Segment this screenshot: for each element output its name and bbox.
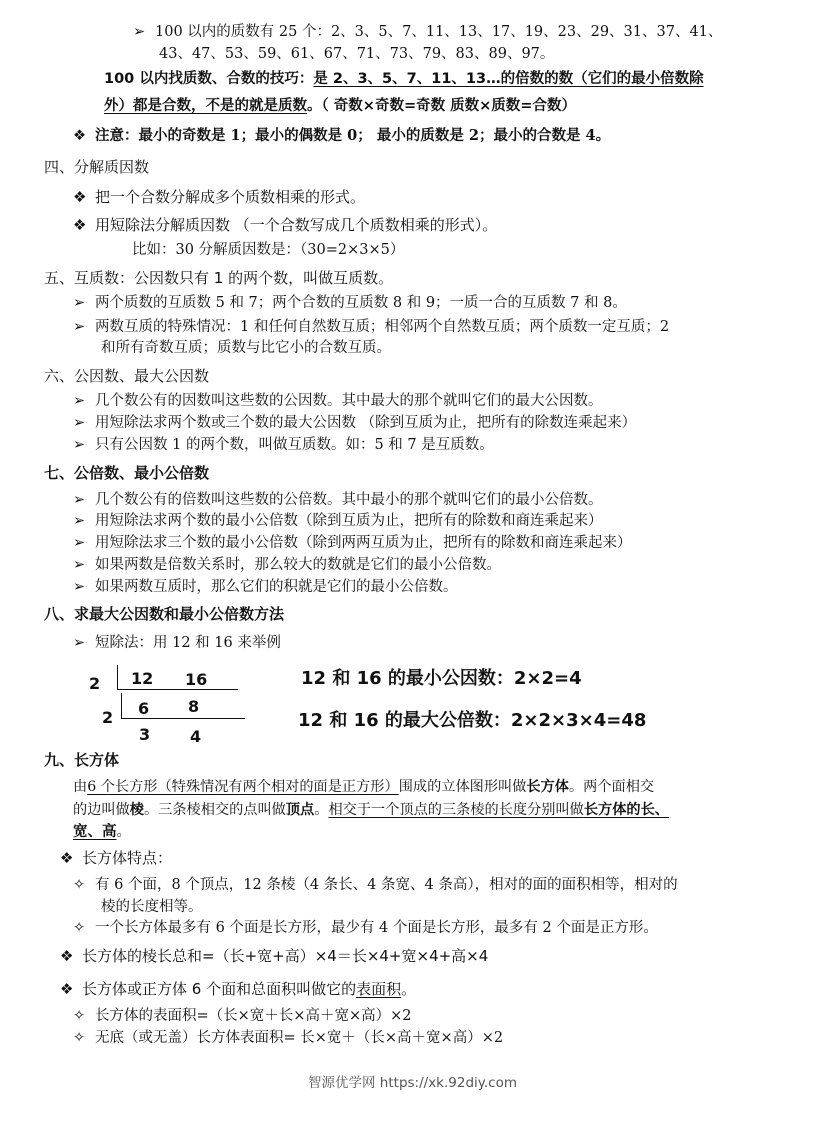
arrow-bullet-icon: ➢ <box>73 492 86 508</box>
list-item: ➢ 100 以内的质数有 25 个：2、3、5、7、11、13、17、19、23、29、31、37、41、 <box>133 24 723 40</box>
note-item: ❖ 注意：最小的奇数是 1；最小的偶数是 0； 最小的质数是 2；最小的合数是 4。 <box>73 127 611 144</box>
list-item-continuation: 43、47、53、59、61、67、71、73、79、83、89、97。 <box>159 46 555 62</box>
list-item: ➢ 如果两数互质时，那么它们的积就是它们的最小公倍数。 <box>73 579 458 595</box>
list-item: ❖ 长方体或正方体 6 个面和总面积叫做它的表面积。 <box>60 980 417 998</box>
dividend-b2: 8 <box>188 697 200 716</box>
list-item-continuation: 棱的长度相等。 <box>101 899 203 915</box>
arrow-bullet-icon: ➢ <box>73 415 86 431</box>
section-heading: 五、互质数：公因数只有 1 的两个数，叫做互质数。 <box>44 269 394 287</box>
dividend-a2: 6 <box>138 699 150 718</box>
four-point-star-bullet-icon: ✧ <box>73 877 86 893</box>
list-item: ✧ 有 6 个面，8 个顶点，12 条棱（4 条长、4 条宽、4 条高），相对的面的面积相等，相对的 <box>73 877 678 893</box>
paragraph-line: 的边叫做棱。三条棱相交的点叫做顶点。相交于一个顶点的三条棱的长度分别叫做长方体的长、 <box>73 802 669 818</box>
arrow-bullet-icon: ➢ <box>73 319 86 335</box>
list-item: ✧ 一个长方体最多有 6 个面是长方形，最少有 4 个面是长方形，最多有 2 个面是正方形。 <box>73 920 658 936</box>
section-heading: 八、求最大公因数和最小公倍数方法 <box>44 605 285 623</box>
list-item-continuation: 和所有奇数互质；质数与比它小的合数互质。 <box>101 340 391 356</box>
section-heading: 九、长方体 <box>44 751 120 769</box>
list-item: ❖ 把一个合数分解成多个质数相乘的形式。 <box>73 188 366 206</box>
arrow-bullet-icon: ➢ <box>73 579 86 595</box>
arrow-bullet-icon: ➢ <box>73 393 86 409</box>
paragraph-line: 由6 个长方形（特殊情况有两个相对的面是正方形）围成的立体图形叫做长方体。两个面相交 <box>73 779 655 795</box>
tip-line: 100 以内找质数、合数的技巧：是 2、3、5、7、11、13…的倍数的数（它们的最小倍数除 <box>104 71 704 87</box>
diamond-bullet-icon: ❖ <box>60 947 74 965</box>
example-text: 比如：30 分解质因数是：（30=2×3×5） <box>132 242 405 258</box>
diamond-bullet-icon: ❖ <box>73 216 87 234</box>
arrow-bullet-icon: ➢ <box>73 535 86 551</box>
quotient-b: 4 <box>190 727 202 746</box>
list-item: ❖ 长方体的棱长总和=（长+宽+高）×4＝长×4+宽×4+高×4 <box>60 947 489 965</box>
four-point-star-bullet-icon: ✧ <box>73 1030 86 1046</box>
arrow-bullet-icon: ➢ <box>73 557 86 573</box>
list-item: ❖ 长方体特点： <box>60 849 173 867</box>
arrow-bullet-icon: ➢ <box>73 635 86 651</box>
list-item: ➢ 用短除法求两个数或三个数的最大公因数 （除到互质为止，把所有的除数连乘起来） <box>73 415 637 431</box>
list-item: ➢ 只有公因数 1 的两个数，叫做互质数。如：5 和 7 是互质数。 <box>73 437 494 453</box>
list-item: ➢ 用短除法求三个数的最小公倍数（除到两两互质为止，把所有的除数和商连乘起来） <box>73 535 632 551</box>
list-item: ❖ 用短除法分解质因数 （一个合数写成几个质数相乘的形式）。 <box>73 216 498 234</box>
divisor-1: 2 <box>89 674 101 693</box>
section-heading: 七、公倍数、最小公倍数 <box>44 464 210 482</box>
list-item: ➢ 如果两数是倍数关系时，那么较大的数就是它们的最小公倍数。 <box>73 557 501 573</box>
section-heading: 四、分解质因数 <box>44 158 150 176</box>
dividend-b1: 16 <box>185 670 208 689</box>
diamond-bullet-icon: ❖ <box>73 188 87 206</box>
division-bracket-h1 <box>117 689 238 690</box>
list-item: ➢ 两数互质的特殊情况：1 和任何自然数互质；相邻两个自然数互质；两个质数一定互质；2 <box>73 319 670 335</box>
divisor-2: 2 <box>102 708 114 727</box>
quotient-a: 3 <box>139 725 151 744</box>
list-item: ➢ 几个数公有的倍数叫这些数的公倍数。其中最小的那个就叫它们的最小公倍数。 <box>73 492 603 508</box>
list-item: ✧ 无底（或无盖）长方体表面积= 长×宽＋（长×高＋宽×高）×2 <box>73 1030 504 1046</box>
result-line: 12 和 16 的最大公倍数：2×2×3×4=48 <box>298 710 647 731</box>
division-bracket-h2 <box>121 718 245 719</box>
list-item: ➢ 短除法：用 12 和 16 来举例 <box>73 635 281 651</box>
tip-line-continuation: 外）都是合数，不是的就是质数。（ 奇数×奇数=奇数 质数×质数=合数） <box>104 98 576 114</box>
result-line: 12 和 16 的最小公因数：2×2=4 <box>301 668 582 689</box>
division-bracket-v1 <box>117 665 118 689</box>
diamond-bullet-icon: ❖ <box>60 849 74 867</box>
diamond-bullet-icon: ❖ <box>60 980 74 998</box>
arrow-bullet-icon: ➢ <box>73 437 86 453</box>
paragraph-line: 宽、高。 <box>73 824 131 840</box>
list-item: ➢ 两个质数的互质数 5 和 7；两个合数的互质数 8 和 9；一质一合的互质数 7 和 8。 <box>73 295 627 311</box>
four-point-star-bullet-icon: ✧ <box>73 920 86 936</box>
arrow-bullet-icon: ➢ <box>133 24 146 40</box>
arrow-bullet-icon: ➢ <box>73 295 86 311</box>
list-item: ➢ 用短除法求两个数的最小公倍数（除到互质为止，把所有的除数和商连乘起来） <box>73 513 603 529</box>
diamond-bullet-icon: ❖ <box>73 128 86 144</box>
list-item: ✧ 长方体的表面积=（长×宽＋长×高＋宽×高）×2 <box>73 1008 412 1024</box>
arrow-bullet-icon: ➢ <box>73 513 86 529</box>
division-bracket-v2 <box>121 693 122 718</box>
section-heading: 六、公因数、最大公因数 <box>44 367 210 385</box>
dividend-a1: 12 <box>131 669 154 688</box>
list-item: ➢ 几个数公有的因数叫这些数的公因数。其中最大的那个就叫它们的最大公因数。 <box>73 393 603 409</box>
four-point-star-bullet-icon: ✧ <box>73 1008 86 1024</box>
page-footer: 智源优学网 https://xk.92diy.com <box>308 1075 517 1091</box>
